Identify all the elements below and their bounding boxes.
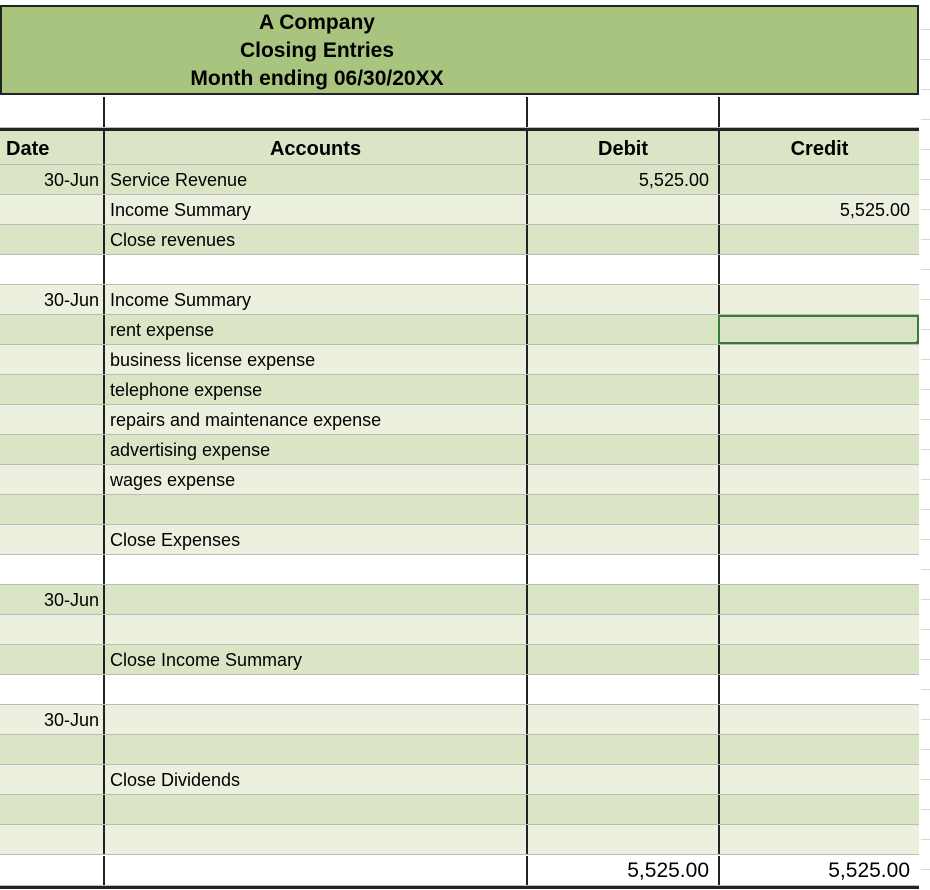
date-cell[interactable]: [0, 255, 103, 284]
report-title: Closing Entries: [239, 39, 395, 62]
company-name: A Company: [259, 11, 375, 34]
col-header-debit[interactable]: Debit: [526, 131, 718, 164]
table-row: [0, 225, 919, 255]
debit-cell[interactable]: [526, 285, 718, 314]
date-cell[interactable]: [0, 856, 103, 885]
debit-cell[interactable]: [526, 795, 718, 824]
account-cell[interactable]: Close revenues: [103, 225, 526, 254]
account-cell[interactable]: wages expense: [103, 465, 526, 494]
debit-cell[interactable]: [526, 525, 718, 554]
table-row: [0, 585, 919, 615]
credit-cell[interactable]: [718, 615, 919, 644]
date-cell[interactable]: [0, 495, 103, 524]
account-cell[interactable]: Income Summary: [103, 285, 526, 314]
account-cell[interactable]: Close Dividends: [103, 765, 526, 794]
table-row: [0, 97, 919, 128]
column-header-row: [0, 128, 919, 165]
debit-cell[interactable]: [526, 435, 718, 464]
debit-cell[interactable]: [526, 735, 718, 764]
credit-cell[interactable]: [718, 495, 919, 524]
fill-handle[interactable]: [916, 341, 919, 344]
date-cell[interactable]: [0, 195, 103, 224]
debit-cell[interactable]: [526, 615, 718, 644]
credit-cell[interactable]: 5,525.00: [718, 195, 919, 224]
date-cell[interactable]: [0, 825, 103, 854]
credit-cell[interactable]: [718, 795, 919, 824]
account-cell[interactable]: repairs and maintenance expense: [103, 405, 526, 434]
table-row: [0, 645, 919, 675]
credit-cell[interactable]: [718, 555, 919, 584]
table-row: [0, 495, 919, 525]
date-cell[interactable]: 30-Jun: [43, 590, 99, 610]
date-cell[interactable]: [0, 345, 103, 374]
total-credit[interactable]: 5,525.00: [718, 856, 919, 885]
totals-row: [0, 856, 919, 886]
table-row: [0, 435, 919, 465]
account-cell[interactable]: business license expense: [103, 345, 526, 374]
table-row: [0, 315, 919, 345]
gridline-gutter: [921, 0, 930, 890]
date-cell[interactable]: [0, 765, 103, 794]
account-cell[interactable]: [103, 705, 526, 734]
credit-cell[interactable]: [718, 435, 919, 464]
date-cell[interactable]: [0, 735, 103, 764]
selected-cell[interactable]: [718, 315, 919, 344]
account-cell[interactable]: Service Revenue: [103, 165, 526, 194]
account-cell[interactable]: [103, 585, 526, 614]
date-cell[interactable]: [0, 645, 103, 674]
account-cell[interactable]: Income Summary: [103, 195, 526, 224]
credit-cell[interactable]: [718, 525, 919, 554]
col-header-date[interactable]: Date: [6, 138, 50, 160]
date-cell[interactable]: 30-Jun: [43, 710, 99, 730]
account-cell[interactable]: advertising expense: [103, 435, 526, 464]
table-row: [0, 675, 919, 705]
date-cell[interactable]: [0, 615, 103, 644]
table-row: [0, 285, 919, 315]
debit-cell[interactable]: [526, 255, 718, 284]
date-cell[interactable]: [0, 525, 103, 554]
credit-cell[interactable]: [718, 825, 919, 854]
credit-cell[interactable]: [718, 645, 919, 674]
credit-cell[interactable]: [718, 255, 919, 284]
date-cell[interactable]: [0, 675, 103, 704]
account-cell[interactable]: [103, 97, 526, 127]
credit-cell[interactable]: [718, 675, 919, 704]
debit-cell[interactable]: [526, 585, 718, 614]
account-cell[interactable]: [103, 856, 526, 885]
credit-cell[interactable]: [718, 165, 919, 194]
table-row: [0, 735, 919, 765]
table-row: [0, 615, 919, 645]
debit-cell[interactable]: [526, 375, 718, 404]
debit-cell[interactable]: [526, 405, 718, 434]
table-row: [0, 375, 919, 405]
credit-cell[interactable]: [718, 375, 919, 404]
table-row: [0, 195, 919, 225]
account-cell[interactable]: rent expense: [103, 315, 526, 344]
credit-cell[interactable]: [718, 285, 919, 314]
credit-cell[interactable]: [718, 345, 919, 374]
account-cell[interactable]: [103, 255, 526, 284]
debit-cell[interactable]: [526, 555, 718, 584]
table-row: [0, 255, 919, 285]
date-cell[interactable]: [0, 555, 103, 584]
table-row: [0, 555, 919, 585]
account-cell[interactable]: [103, 555, 526, 584]
title-block[interactable]: [0, 5, 919, 95]
account-cell[interactable]: Close Income Summary: [103, 645, 526, 674]
table-row: [0, 525, 919, 555]
debit-cell[interactable]: [526, 675, 718, 704]
table-row: [0, 825, 919, 855]
date-cell[interactable]: [0, 405, 103, 434]
debit-cell[interactable]: [526, 765, 718, 794]
account-cell[interactable]: [103, 735, 526, 764]
table-row: [0, 345, 919, 375]
account-cell[interactable]: [103, 615, 526, 644]
credit-cell[interactable]: [718, 225, 919, 254]
debit-cell[interactable]: [526, 225, 718, 254]
account-cell[interactable]: [103, 825, 526, 854]
debit-cell[interactable]: [526, 705, 718, 734]
account-cell[interactable]: [103, 795, 526, 824]
total-debit[interactable]: 5,525.00: [526, 856, 718, 885]
debit-cell[interactable]: [526, 825, 718, 854]
credit-cell[interactable]: [718, 465, 919, 494]
debit-cell[interactable]: [526, 345, 718, 374]
report-period: Month ending 06/30/20XX: [190, 67, 444, 90]
date-cell[interactable]: [0, 465, 103, 494]
debit-cell[interactable]: 5,525.00: [526, 165, 718, 194]
date-cell[interactable]: [0, 97, 103, 127]
credit-cell[interactable]: [718, 585, 919, 614]
debit-cell[interactable]: [526, 97, 718, 127]
date-cell[interactable]: 30-Jun: [43, 290, 99, 310]
table-row: [0, 795, 919, 825]
table-row: [0, 765, 919, 795]
date-cell[interactable]: [0, 315, 103, 344]
table-row: [0, 465, 919, 495]
table-row: [0, 705, 919, 735]
date-cell[interactable]: [0, 435, 103, 464]
credit-cell[interactable]: [718, 97, 919, 127]
credit-cell[interactable]: [718, 705, 919, 734]
table-bottom-border: [0, 886, 919, 889]
account-cell[interactable]: [103, 675, 526, 704]
credit-cell[interactable]: [718, 765, 919, 794]
col-header-accounts[interactable]: Accounts: [103, 131, 526, 164]
debit-cell[interactable]: [526, 645, 718, 674]
debit-cell[interactable]: [526, 195, 718, 224]
col-header-credit[interactable]: Credit: [718, 131, 919, 164]
debit-cell[interactable]: [526, 465, 718, 494]
account-cell[interactable]: [103, 495, 526, 524]
account-cell[interactable]: telephone expense: [103, 375, 526, 404]
credit-cell[interactable]: [718, 405, 919, 434]
date-cell[interactable]: [0, 795, 103, 824]
date-cell[interactable]: [0, 375, 103, 404]
date-cell[interactable]: [0, 225, 103, 254]
debit-cell[interactable]: [526, 495, 718, 524]
table-row: [0, 405, 919, 435]
debit-cell[interactable]: [526, 315, 718, 344]
account-cell[interactable]: Close Expenses: [103, 525, 526, 554]
date-cell[interactable]: 30-Jun: [43, 170, 99, 190]
table-row: [0, 165, 919, 195]
credit-cell[interactable]: [718, 735, 919, 764]
